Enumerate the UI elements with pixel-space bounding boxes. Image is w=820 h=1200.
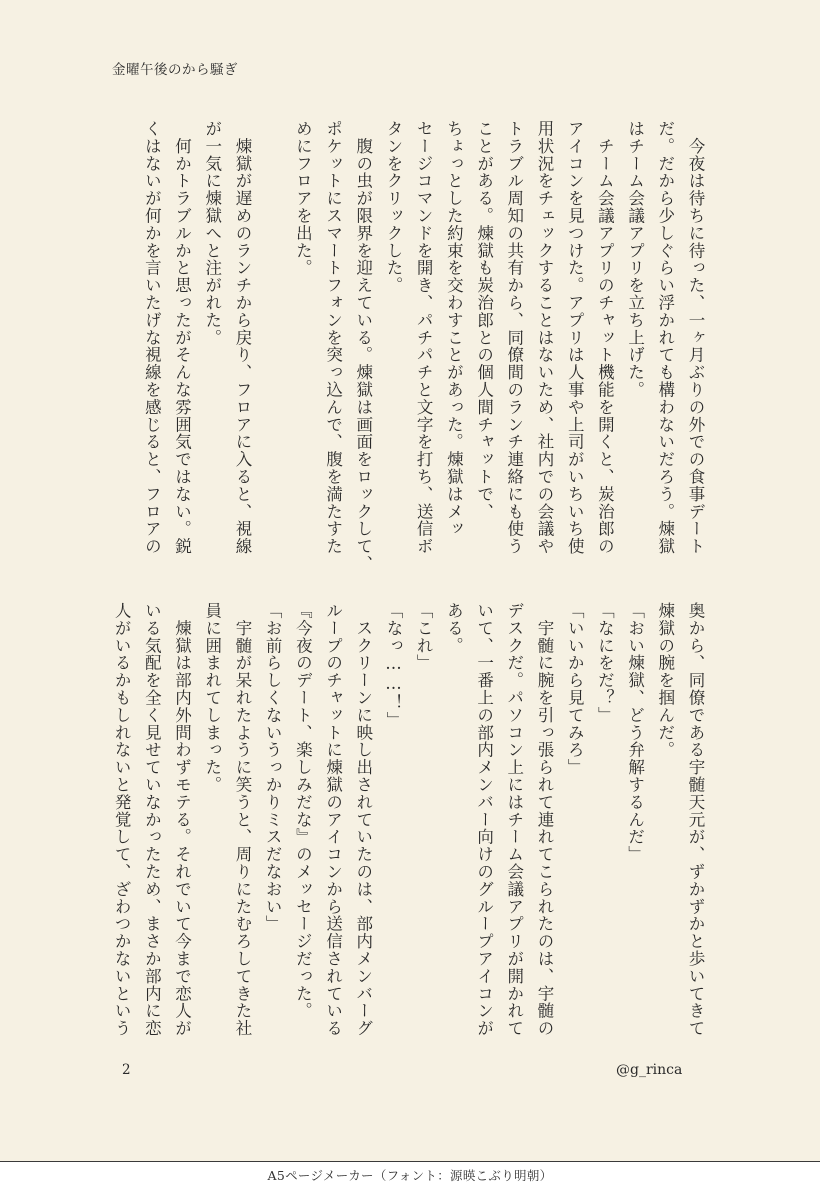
text-line: 何かトラブルかと思ったがそんな雰囲気ではない。鋭: [172, 120, 192, 555]
text-line: ことがある。煉獄も炭治郎との個人間チャットで、: [474, 120, 494, 521]
text-line: 「なにをだ？」: [595, 602, 615, 724]
text-line: めにフロアを出た。: [293, 120, 313, 277]
text-line: 宇髄に腕を引っ張られて連れてこられたのは、宇髄の: [534, 602, 554, 1037]
text-line: 「お前らしくないうっかりミスだなおい」: [263, 602, 283, 933]
text-line: タンをクリックした。: [383, 120, 403, 294]
text-line: 煉獄が遅めのランチから戻り、フロアに入ると、視線: [232, 120, 252, 555]
text-line: ポケットにスマートフォンを突っ込んで、腹を満たすた: [323, 120, 343, 555]
text-line: 煉獄の腕を掴んだ。: [655, 602, 675, 759]
text-line: が一気に煉獄へと注がれた。: [202, 120, 222, 347]
text-line: [263, 120, 282, 137]
text-line: くはないが何かを言いたげな視線を感じると、フロアの: [142, 120, 162, 555]
text-line: ループのチャットに煉獄のアイコンから送信されている: [323, 602, 343, 1037]
text-line: 『今夜のデート、楽しみだな』のメッセージだった。: [293, 602, 313, 1020]
text-line: トラブル周知の共有から、同僚間のランチ連絡にも使う: [504, 120, 524, 555]
text-line: 人がいるかもしれないと発覚して、ざわつかないという: [112, 602, 132, 1037]
text-line: ある。: [444, 602, 464, 655]
text-line: スクリーンに映し出されていたのは、部内メンバーグ: [353, 602, 373, 1037]
text-block-lower: [114, 602, 710, 1042]
text-line: デスクだ。パソコン上にはチーム会議アプリが開かれて: [504, 602, 524, 1037]
text-line: 「これ」: [414, 602, 434, 672]
text-line: いて、一番上の部内メンバー向けのグループアイコンが: [474, 602, 494, 1037]
author-handle: @g_rinca: [616, 1062, 683, 1078]
text-line: 員に囲まれてしまった。: [202, 602, 222, 794]
chapter-title: 金曜午後のから騒ぎ: [112, 62, 238, 78]
text-line: はチーム会議アプリを立ち上げた。: [625, 120, 645, 399]
text-line: チーム会議アプリのチャット機能を開くと、炭治郎の: [595, 120, 615, 555]
text-block-upper: [142, 120, 710, 573]
text-line: 「いいから見てみろ」: [565, 602, 585, 776]
text-line: 用状況をチェックすることはないため、社内での会議や: [534, 120, 554, 555]
text-line: 煉獄は部内外問わずモテる。それでいて今まで恋人が: [172, 602, 192, 1037]
generator-caption: A5ページメーカー（フォント：源暎こぶり明朝）: [267, 1168, 553, 1183]
text-line: アイコンを見つけた。アプリは人事や上司がいちいち使: [565, 120, 585, 555]
text-line: ちょっとした約束を交わすことがあった。煉獄はメッ: [444, 120, 464, 538]
text-line: 奥から、同僚である宇髄天元が、ずかずかと歩いてきて: [686, 602, 705, 1037]
text-line: 宇髄が呆れたように笑うと、周りにたむろしてきた社: [232, 602, 252, 1037]
text-line: 「なっ……！」: [383, 602, 403, 729]
text-line: いる気配を全く見せていなかったため、まさか部内に恋: [142, 602, 162, 1037]
text-line: セージコマンドを開き、パチパチと文字を打ち、送信ボ: [414, 120, 434, 555]
text-line: 今夜は待ちに待った、一ヶ月ぶりの外での食事デート: [686, 120, 705, 555]
text-line: 腹の虫が限界を迎えている。煉獄は画面をロックして、: [353, 120, 373, 573]
page-number: 2: [122, 1062, 131, 1078]
text-line: 「おい煉獄、どう弁解するんだ」: [625, 602, 645, 863]
text-line: だ。だから少しぐらい浮かれても構わないだろう。煉獄: [655, 120, 675, 555]
